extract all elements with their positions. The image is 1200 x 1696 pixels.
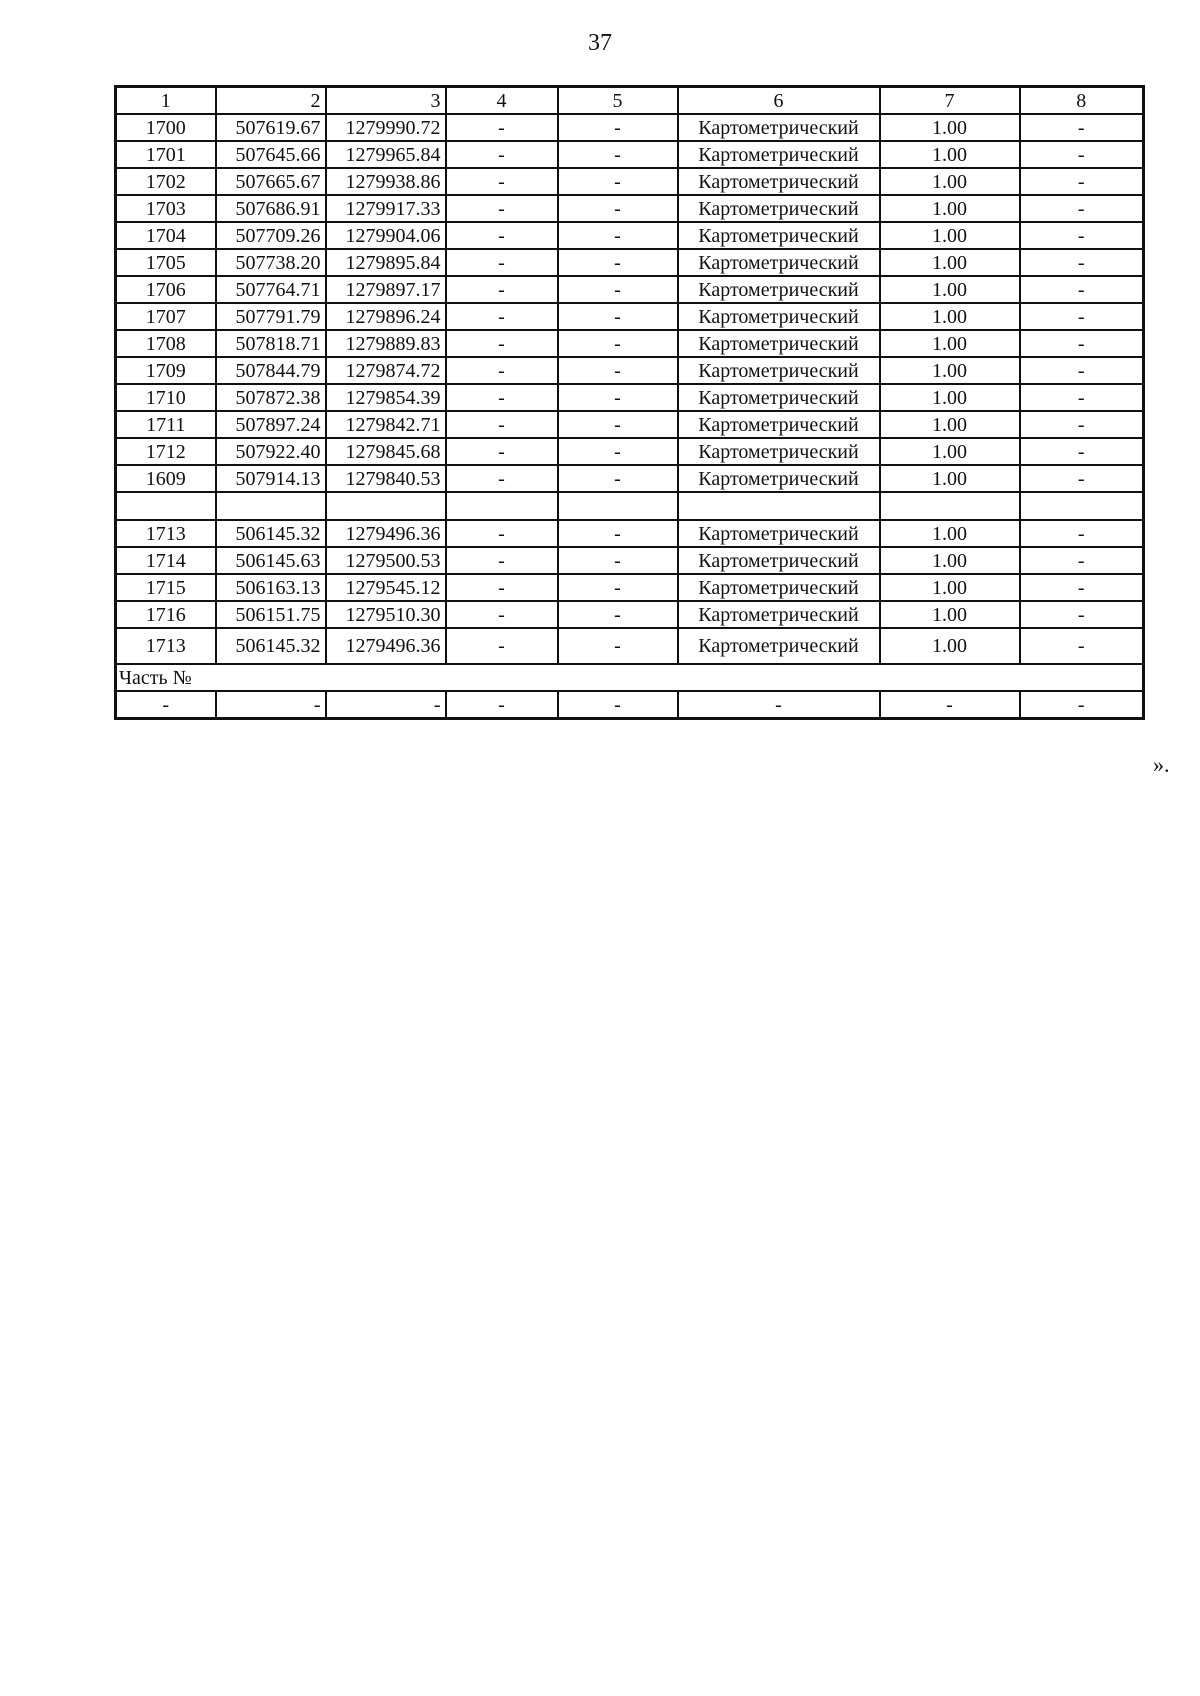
table-cell-col-5: - xyxy=(558,547,678,574)
table-cell-col-5: - xyxy=(558,195,678,222)
table-cell-col-2: 507818.71 xyxy=(216,330,326,357)
table-cell-col-2: 507738.20 xyxy=(216,249,326,276)
table-cell-col-8: 8 xyxy=(1020,87,1144,115)
table-cell-col-1: 1706 xyxy=(116,276,216,303)
table-cell-col-8: - xyxy=(1020,141,1144,168)
table-cell-col-6: Картометрический xyxy=(678,276,880,303)
table-cell-col-2: 506145.32 xyxy=(216,628,326,664)
table-cell-col-7: 1.00 xyxy=(880,601,1020,628)
table-cell-col-5: - xyxy=(558,438,678,465)
table-cell-col-6: Картометрический xyxy=(678,141,880,168)
table-cell-col-2: 506163.13 xyxy=(216,574,326,601)
table-cell-col-8: - xyxy=(1020,168,1144,195)
table-cell-col-4: - xyxy=(446,691,558,719)
table-cell-col-7: 1.00 xyxy=(880,411,1020,438)
table-cell-col-8: - xyxy=(1020,438,1144,465)
table-header-row xyxy=(116,87,1144,115)
table-cell-col-8: - xyxy=(1020,411,1144,438)
table-cell-col-5: - xyxy=(558,168,678,195)
table-cell-col-2: 506151.75 xyxy=(216,601,326,628)
table-cell-col-3: 3 xyxy=(326,87,446,115)
table-cell-col-6: Картометрический xyxy=(678,411,880,438)
table-cell-col-7: 1.00 xyxy=(880,547,1020,574)
table-cell-col-5: 5 xyxy=(558,87,678,115)
table-cell-col-5: - xyxy=(558,141,678,168)
table-cell-col-4: - xyxy=(446,357,558,384)
table-row xyxy=(116,438,1144,465)
table-cell-col-4: - xyxy=(446,574,558,601)
table-cell-col-6: Картометрический xyxy=(678,222,880,249)
table-cell-col-4: - xyxy=(446,330,558,357)
table-cell-col-2: - xyxy=(216,691,326,719)
table-cell-col-6: Картометрический xyxy=(678,384,880,411)
table-cell-col-6: Картометрический xyxy=(678,195,880,222)
table-cell-col-5: - xyxy=(558,330,678,357)
table-cell-col-8: - xyxy=(1020,628,1144,664)
table-cell-col-7: 1.00 xyxy=(880,520,1020,547)
table-row xyxy=(116,574,1144,601)
table-cell-col-1: 1716 xyxy=(116,601,216,628)
table-cell-col-8: - xyxy=(1020,195,1144,222)
table-cell-col-7: 1.00 xyxy=(880,249,1020,276)
table-cell-col-8: - xyxy=(1020,520,1144,547)
table-cell-col-4: - xyxy=(446,141,558,168)
table-cell-col-1 xyxy=(116,492,216,520)
table-row xyxy=(116,411,1144,438)
table-row xyxy=(116,168,1144,195)
table-row xyxy=(116,465,1144,492)
table-cell-col-3: 1279895.84 xyxy=(326,249,446,276)
table-cell-col-1: 1713 xyxy=(116,520,216,547)
table-cell-col-4 xyxy=(446,492,558,520)
page-number: 37 xyxy=(588,30,612,56)
table-cell-col-2: 507922.40 xyxy=(216,438,326,465)
table-cell-col-3: 1279545.12 xyxy=(326,574,446,601)
table-cell-col-5: - xyxy=(558,276,678,303)
table-cell-col-6: Картометрический xyxy=(678,601,880,628)
table-cell-col-5: - xyxy=(558,114,678,141)
table-cell-col-8: - xyxy=(1020,303,1144,330)
table-cell-col-1: 1 xyxy=(116,87,216,115)
table-cell-col-3: 1279889.83 xyxy=(326,330,446,357)
table-cell-col-1: 1701 xyxy=(116,141,216,168)
table-cell-col-3: 1279896.24 xyxy=(326,303,446,330)
table-cell-col-7: 1.00 xyxy=(880,628,1020,664)
table-row xyxy=(116,222,1144,249)
table-cell-col-8: - xyxy=(1020,465,1144,492)
coordinates-table xyxy=(114,85,1145,720)
table-cell-col-7: 1.00 xyxy=(880,303,1020,330)
table-cell-col-1: 1714 xyxy=(116,547,216,574)
table-row xyxy=(116,303,1144,330)
table-cell-col-8: - xyxy=(1020,601,1144,628)
table-cell-col-8 xyxy=(1020,492,1144,520)
table-cell-col-5: - xyxy=(558,384,678,411)
table-cell-col-1: 1705 xyxy=(116,249,216,276)
table-cell-col-6: Картометрический xyxy=(678,114,880,141)
table-cell-col-6: 6 xyxy=(678,87,880,115)
table-cell-col-5: - xyxy=(558,601,678,628)
table-cell-col-3: - xyxy=(326,691,446,719)
table-cell-col-2: 507872.38 xyxy=(216,384,326,411)
table-cell-col-6: Картометрический xyxy=(678,574,880,601)
table-cell-col-1: 1713 xyxy=(116,628,216,664)
table-cell-col-4: - xyxy=(446,276,558,303)
table-cell-col-7: 1.00 xyxy=(880,330,1020,357)
table-cell-col-4: 4 xyxy=(446,87,558,115)
table-cell-col-6: Картометрический xyxy=(678,330,880,357)
table-cell-col-1: 1708 xyxy=(116,330,216,357)
table-cell-col-7: 1.00 xyxy=(880,276,1020,303)
table-cell-col-5: - xyxy=(558,691,678,719)
table-row xyxy=(116,520,1144,547)
table-cell-col-1: 1715 xyxy=(116,574,216,601)
table-cell-col-1: 1703 xyxy=(116,195,216,222)
table-cell-col-1: 1709 xyxy=(116,357,216,384)
table-cell-col-7: 1.00 xyxy=(880,222,1020,249)
table-cell-col-2: 507764.71 xyxy=(216,276,326,303)
table-cell-col-6: Картометрический xyxy=(678,357,880,384)
table-row xyxy=(116,114,1144,141)
table-cell-col-7: 1.00 xyxy=(880,384,1020,411)
table-cell-col-5: - xyxy=(558,574,678,601)
table-cell-col-4: - xyxy=(446,547,558,574)
table-cell-col-8: - xyxy=(1020,114,1144,141)
table-cell-col-3: 1279854.39 xyxy=(326,384,446,411)
table-cell-col-4: - xyxy=(446,195,558,222)
table-cell-col-1: 1711 xyxy=(116,411,216,438)
table-cell-col-3: 1279897.17 xyxy=(326,276,446,303)
table-cell-col-3: 1279496.36 xyxy=(326,520,446,547)
table-cell-col-5: - xyxy=(558,411,678,438)
table-cell-col-8: - xyxy=(1020,357,1144,384)
table-cell-col-3: 1279917.33 xyxy=(326,195,446,222)
table-row xyxy=(116,547,1144,574)
table-cell-col-7: 1.00 xyxy=(880,195,1020,222)
table-cell-col-5 xyxy=(558,492,678,520)
table-cell-col-7: 1.00 xyxy=(880,141,1020,168)
table-cell-col-2: 507897.24 xyxy=(216,411,326,438)
table-cell-col-2: 2 xyxy=(216,87,326,115)
table-cell-col-6: Картометрический xyxy=(678,465,880,492)
table-cell-col-7: 1.00 xyxy=(880,574,1020,601)
coordinates-table-body xyxy=(116,87,1144,719)
table-cell-col-2: 507665.67 xyxy=(216,168,326,195)
table-cell-col-8: - xyxy=(1020,249,1144,276)
table-cell-col-3: 1279874.72 xyxy=(326,357,446,384)
table-cell-col-6 xyxy=(678,492,880,520)
part-label: Часть № xyxy=(116,664,1144,691)
table-cell-col-1: 1704 xyxy=(116,222,216,249)
table-cell-col-6: Картометрический xyxy=(678,438,880,465)
table-cell-col-4: - xyxy=(446,249,558,276)
part-values-row xyxy=(116,691,1144,719)
table-cell-col-1: 1707 xyxy=(116,303,216,330)
table-cell-col-4: - xyxy=(446,465,558,492)
table-row xyxy=(116,141,1144,168)
table-cell-col-3: 1279990.72 xyxy=(326,114,446,141)
table-cell-col-7 xyxy=(880,492,1020,520)
table-row xyxy=(116,601,1144,628)
table-cell-col-5: - xyxy=(558,465,678,492)
table-cell-col-1: 1702 xyxy=(116,168,216,195)
table-cell-col-7: 7 xyxy=(880,87,1020,115)
table-cell-col-7: 1.00 xyxy=(880,168,1020,195)
table-cell-col-4: - xyxy=(446,601,558,628)
table-cell-col-4: - xyxy=(446,222,558,249)
table-cell-col-2: 506145.32 xyxy=(216,520,326,547)
table-cell-col-3: 1279500.53 xyxy=(326,547,446,574)
table-cell-col-5: - xyxy=(558,520,678,547)
table-cell-col-6: Картометрический xyxy=(678,520,880,547)
table-cell-col-2: 507844.79 xyxy=(216,357,326,384)
table-cell-col-4: - xyxy=(446,303,558,330)
table-cell-col-7: 1.00 xyxy=(880,114,1020,141)
table-cell-col-8: - xyxy=(1020,330,1144,357)
table-cell-col-2: 507709.26 xyxy=(216,222,326,249)
table-cell-col-2: 507619.67 xyxy=(216,114,326,141)
table-cell-col-7: 1.00 xyxy=(880,357,1020,384)
table-cell-col-3: 1279842.71 xyxy=(326,411,446,438)
table-cell-col-3: 1279496.36 xyxy=(326,628,446,664)
table-cell-col-6: Картометрический xyxy=(678,168,880,195)
table-cell-col-5: - xyxy=(558,628,678,664)
table-cell-col-8: - xyxy=(1020,384,1144,411)
table-cell-col-8: - xyxy=(1020,276,1144,303)
table-cell-col-3: 1279845.68 xyxy=(326,438,446,465)
table-cell-col-7: - xyxy=(880,691,1020,719)
table-row xyxy=(116,195,1144,222)
table-cell-col-7: 1.00 xyxy=(880,438,1020,465)
table-cell-col-4: - xyxy=(446,520,558,547)
table-cell-col-6: Картометрический xyxy=(678,547,880,574)
table-cell-col-3: 1279965.84 xyxy=(326,141,446,168)
table-cell-col-1: 1700 xyxy=(116,114,216,141)
table-row xyxy=(116,357,1144,384)
table-row xyxy=(116,276,1144,303)
table-cell-col-4: - xyxy=(446,384,558,411)
table-cell-col-8: - xyxy=(1020,574,1144,601)
coordinates-table-container xyxy=(114,85,1145,720)
table-cell-col-4: - xyxy=(446,438,558,465)
table-cell-col-4: - xyxy=(446,168,558,195)
table-cell-col-2: 507645.66 xyxy=(216,141,326,168)
table-cell-col-4: - xyxy=(446,411,558,438)
table-cell-col-3: 1279840.53 xyxy=(326,465,446,492)
table-cell-col-1: 1609 xyxy=(116,465,216,492)
table-cell-col-5: - xyxy=(558,357,678,384)
table-cell-col-3: 1279510.30 xyxy=(326,601,446,628)
table-cell-col-6: Картометрический xyxy=(678,303,880,330)
table-cell-col-5: - xyxy=(558,249,678,276)
table-cell-col-6: Картометрический xyxy=(678,628,880,664)
table-cell-col-4: - xyxy=(446,114,558,141)
table-cell-col-2: 507791.79 xyxy=(216,303,326,330)
part-label-row xyxy=(116,664,1144,691)
closing-quote-mark: ». xyxy=(1153,752,1170,777)
table-cell-col-4: - xyxy=(446,628,558,664)
table-cell-col-2: 507686.91 xyxy=(216,195,326,222)
table-row xyxy=(116,330,1144,357)
table-cell-col-2: 507914.13 xyxy=(216,465,326,492)
table-cell-col-5: - xyxy=(558,303,678,330)
table-cell-col-1: 1712 xyxy=(116,438,216,465)
table-cell-col-1: - xyxy=(116,691,216,719)
table-row xyxy=(116,249,1144,276)
table-cell-col-8: - xyxy=(1020,547,1144,574)
table-cell-col-2 xyxy=(216,492,326,520)
table-cell-col-8: - xyxy=(1020,222,1144,249)
table-cell-col-7: 1.00 xyxy=(880,465,1020,492)
table-cell-col-1: 1710 xyxy=(116,384,216,411)
table-row xyxy=(116,384,1144,411)
table-separator-row xyxy=(116,492,1144,520)
table-cell-col-3 xyxy=(326,492,446,520)
table-cell-col-8: - xyxy=(1020,691,1144,719)
table-cell-col-5: - xyxy=(558,222,678,249)
table-cell-col-3: 1279904.06 xyxy=(326,222,446,249)
table-cell-col-6: - xyxy=(678,691,880,719)
table-row xyxy=(116,628,1144,664)
table-cell-col-2: 506145.63 xyxy=(216,547,326,574)
table-cell-col-3: 1279938.86 xyxy=(326,168,446,195)
table-cell-col-6: Картометрический xyxy=(678,249,880,276)
